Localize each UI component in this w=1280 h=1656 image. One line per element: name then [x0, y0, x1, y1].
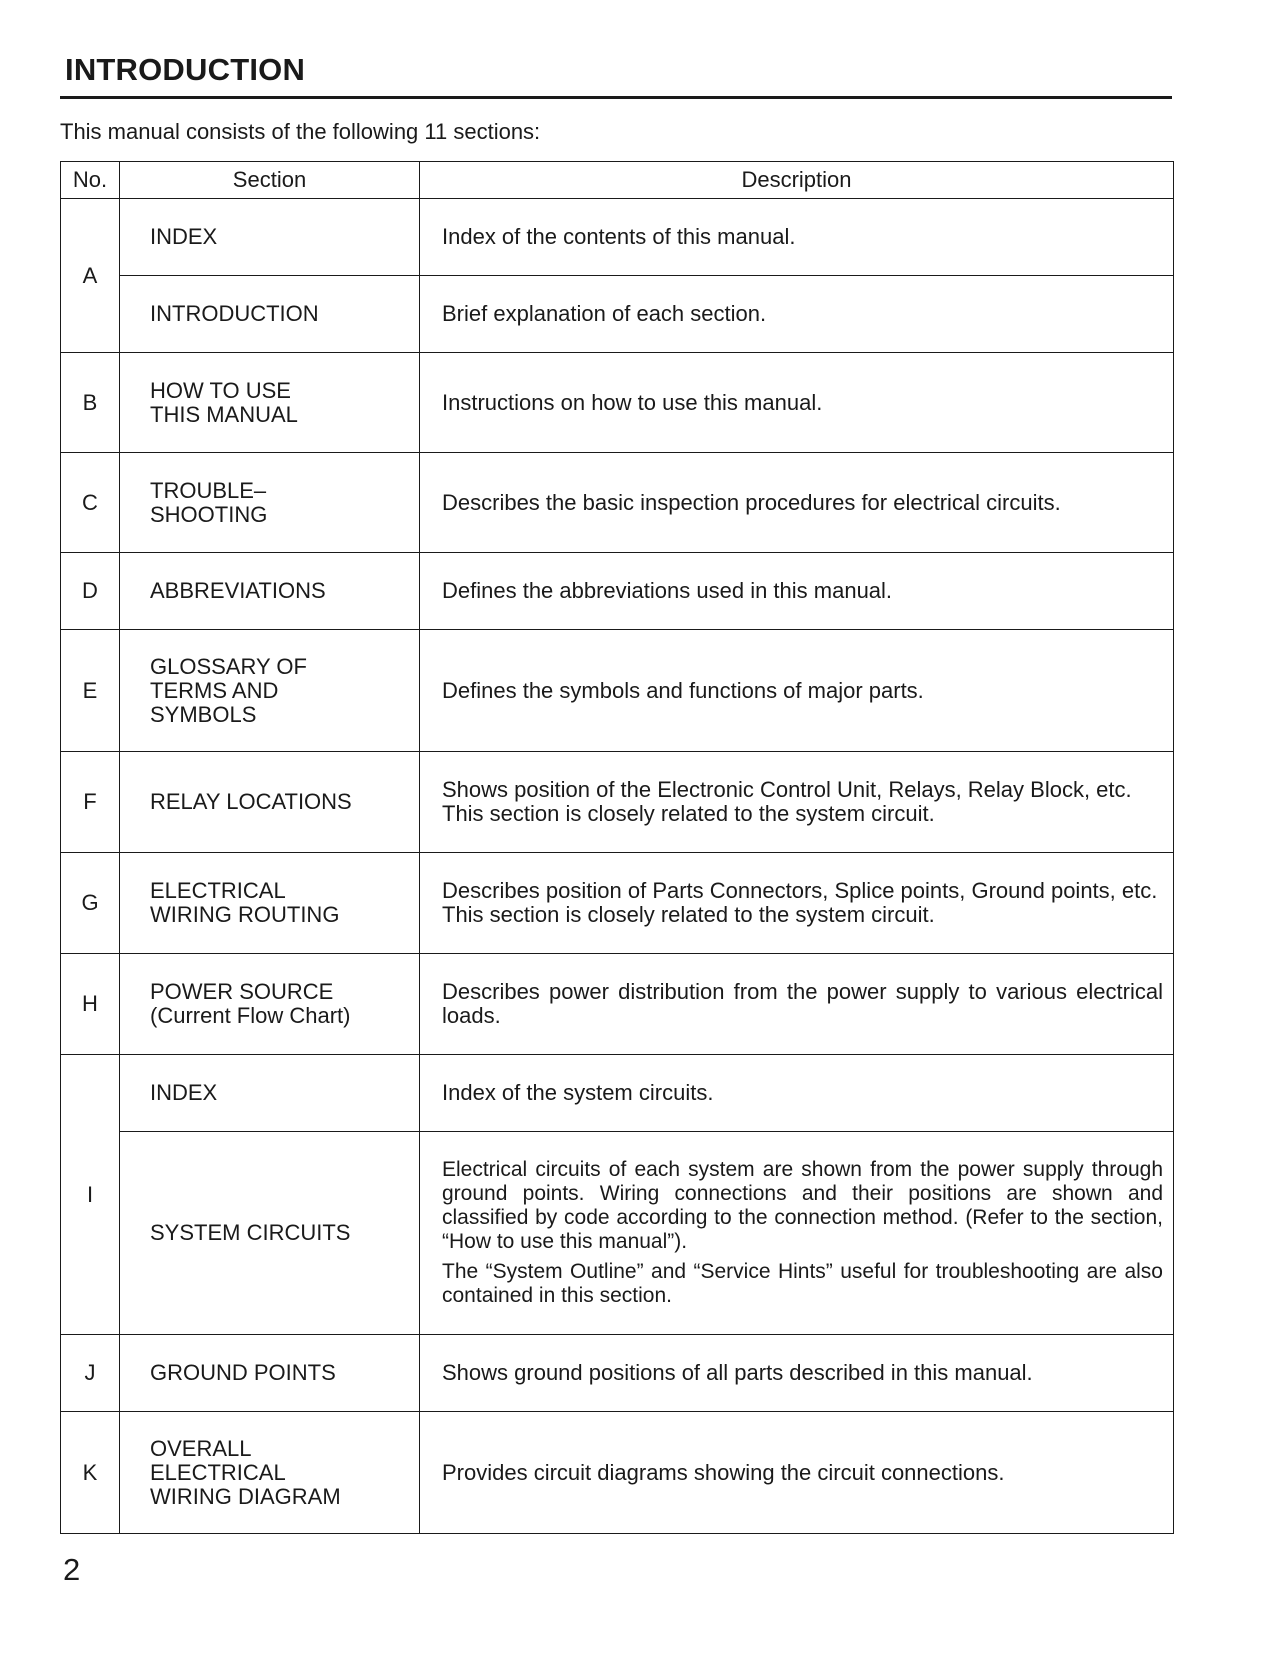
page-number: 2: [63, 1552, 81, 1587]
row-description: Describes power distribution from the power supply to various electrical loads.: [420, 954, 1174, 1055]
row-description-paragraph: The “System Outline” and “Service Hints” useful for troubleshooting are also contained in this section.: [442, 1260, 1163, 1307]
row-section: [120, 853, 420, 954]
row-description-paragraph: Electrical circuits of each system are shown from the power supply through ground points. Wiring connections and their positions are shown and classified by code according to the connection method. (Refer to the section, “How to use this manual”).: [442, 1158, 1163, 1253]
row-no: K: [61, 1412, 120, 1534]
table-row: [61, 453, 1174, 553]
row-description: Defines the abbreviations used in this manual.: [420, 553, 1174, 630]
sections-table: [60, 161, 1174, 1534]
row-description: [420, 1132, 1174, 1335]
row-section-line: ELECTRICAL: [150, 1459, 286, 1485]
row-section: INTRODUCTION: [120, 276, 420, 353]
header-row: [61, 162, 1174, 199]
row-no: B: [61, 353, 120, 453]
row-section: INDEX: [120, 1055, 420, 1132]
row-no: G: [61, 853, 120, 954]
table-row: [61, 199, 1174, 276]
row-description: [420, 853, 1174, 954]
row-section: [120, 954, 420, 1055]
row-description: [420, 752, 1174, 853]
page-title: INTRODUCTION: [65, 52, 306, 87]
header-section: Section: [120, 162, 420, 199]
row-section-line: SHOOTING: [150, 501, 268, 527]
table-row: [61, 1055, 1174, 1132]
row-section-line: TERMS AND: [150, 677, 279, 703]
row-description: Brief explanation of each section.: [420, 276, 1174, 353]
row-section: [120, 1412, 420, 1534]
row-no: E: [61, 630, 120, 752]
row-section: [120, 353, 420, 453]
table-row: [61, 1335, 1174, 1412]
table-row: [61, 1412, 1174, 1534]
row-no: J: [61, 1335, 120, 1412]
row-section: RELAY LOCATIONS: [120, 752, 420, 853]
header-description: Description: [420, 162, 1174, 199]
row-description: Index of the contents of this manual.: [420, 199, 1174, 276]
row-section-line: (Current Flow Chart): [150, 1003, 351, 1028]
row-description: Provides circuit diagrams showing the circuit connections.: [420, 1412, 1174, 1534]
row-no: H: [61, 954, 120, 1055]
table-row: [61, 1132, 1174, 1335]
row-section-line: THIS MANUAL: [150, 401, 298, 427]
row-section-line: HOW TO USE: [150, 377, 291, 403]
row-description: Shows ground positions of all parts described in this manual.: [420, 1335, 1174, 1412]
row-section-line: GLOSSARY OF: [150, 653, 307, 679]
row-section: [120, 630, 420, 752]
table-row: [61, 276, 1174, 353]
row-section: SYSTEM CIRCUITS: [120, 1132, 420, 1335]
row-no: D: [61, 553, 120, 630]
table-row: [61, 752, 1174, 853]
row-section-line: OVERALL: [150, 1435, 252, 1461]
row-section-line: POWER SOURCE: [150, 979, 334, 1004]
table-row: [61, 553, 1174, 630]
row-description-line: Describes position of Parts Connectors, Splice points, Ground points, etc.: [442, 878, 1158, 903]
row-section-line: ELECTRICAL: [150, 878, 286, 903]
table-row: [61, 353, 1174, 453]
row-description-line: This section is closely related to the system circuit.: [442, 801, 935, 826]
row-section-line: WIRING ROUTING: [150, 902, 340, 927]
row-section: ABBREVIATIONS: [120, 553, 420, 630]
row-no: F: [61, 752, 120, 853]
row-no: I: [61, 1055, 120, 1335]
intro-text: This manual consists of the following 11 sections:: [60, 119, 541, 144]
table-row: [61, 954, 1174, 1055]
row-description: Describes the basic inspection procedures for electrical circuits.: [420, 453, 1174, 553]
row-section: GROUND POINTS: [120, 1335, 420, 1412]
row-section: INDEX: [120, 199, 420, 276]
table-row: [61, 630, 1174, 752]
header-no: No.: [61, 162, 120, 199]
row-section-line: SYMBOLS: [150, 701, 257, 727]
row-description-line: This section is closely related to the system circuit.: [442, 902, 935, 927]
row-section-line: WIRING DIAGRAM: [150, 1483, 341, 1509]
row-section: [120, 453, 420, 553]
row-no: A: [61, 199, 120, 353]
row-no: C: [61, 453, 120, 553]
title-rule: [60, 96, 1172, 99]
table-row: [61, 853, 1174, 954]
row-description: Index of the system circuits.: [420, 1055, 1174, 1132]
row-description: Instructions on how to use this manual.: [420, 353, 1174, 453]
row-section-line: TROUBLE–: [150, 477, 267, 503]
row-description-line: Shows position of the Electronic Control Unit, Relays, Relay Block, etc.: [442, 777, 1132, 802]
row-description: Defines the symbols and functions of major parts.: [420, 630, 1174, 752]
